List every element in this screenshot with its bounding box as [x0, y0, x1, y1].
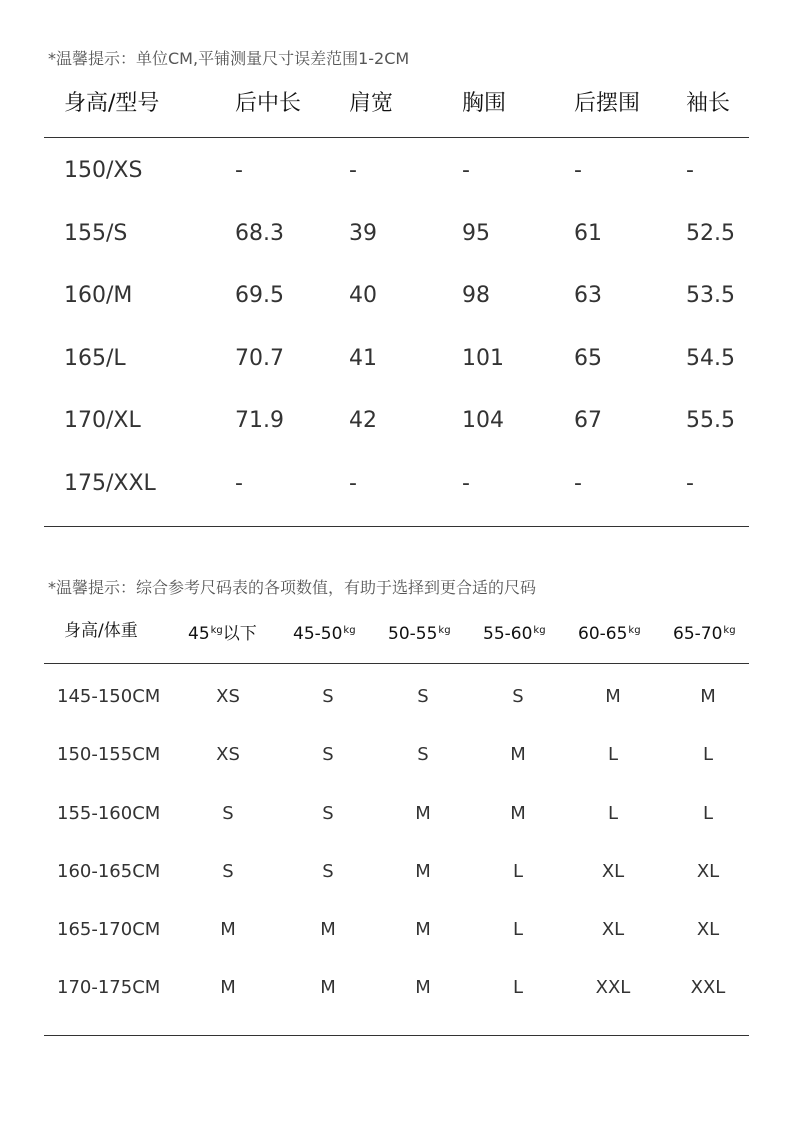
- size-cell: M: [415, 919, 431, 941]
- table-row: [44, 265, 749, 328]
- header-hem: 后摆围: [574, 91, 641, 116]
- size-cell: M: [415, 977, 431, 999]
- value-cell: 98: [462, 283, 490, 308]
- value-cell: 101: [462, 345, 504, 371]
- size-cell: XS: [216, 686, 240, 707]
- table1-header-divider: [44, 137, 749, 138]
- size-cell: XXL: [690, 977, 726, 999]
- value-cell: 54.5: [686, 345, 735, 371]
- header-weight-1: $45-50^{kg}$: [293, 624, 356, 644]
- table-header-row: [44, 74, 749, 134]
- size-cell: M: [320, 919, 336, 941]
- value-cell: 53.5: [686, 283, 735, 308]
- value-cell: -: [462, 158, 470, 183]
- value-cell: 40: [349, 283, 377, 308]
- size-cell: S: [222, 802, 234, 824]
- size-cell: 165/L: [64, 345, 126, 371]
- size-cell: S: [417, 686, 429, 707]
- value-cell: 65: [574, 345, 602, 371]
- value-cell: -: [235, 158, 243, 183]
- size-cell: S: [322, 686, 334, 707]
- table-row: [44, 843, 749, 901]
- reference-tip: *温馨提示：综合参考尺码表的各项数值，有助于选择到更合适的尺码: [48, 578, 537, 597]
- height-weight-body: [44, 668, 749, 1018]
- value-cell: 70.7: [235, 345, 284, 371]
- size-cell: 170/XL: [64, 408, 141, 433]
- header-height-size: 身高/型号: [64, 91, 160, 116]
- value-cell: 41: [349, 345, 377, 371]
- size-cell: S: [322, 802, 334, 824]
- value-cell: -: [235, 470, 243, 496]
- table-row: [44, 390, 749, 453]
- height-cell: 170-175CM: [57, 977, 161, 999]
- table-row: [44, 140, 749, 203]
- value-cell: 95: [462, 220, 490, 246]
- table-row: [44, 959, 749, 1017]
- value-cell: 67: [574, 408, 602, 433]
- size-measurement-body: [44, 140, 749, 515]
- value-cell: -: [349, 470, 357, 496]
- size-cell: M: [220, 977, 236, 999]
- size-cell: M: [415, 802, 431, 824]
- size-measurement-table: [44, 74, 749, 134]
- size-cell: XL: [601, 860, 625, 882]
- size-cell: XXL: [595, 977, 631, 999]
- header-weight-4: $60-65^{kg}$: [578, 624, 641, 644]
- size-cell: XL: [696, 860, 720, 882]
- table1-bottom-divider: [44, 526, 749, 527]
- table-row: [44, 328, 749, 391]
- size-cell: M: [700, 686, 716, 707]
- table-row: [44, 785, 749, 843]
- size-cell: S: [322, 744, 334, 766]
- size-cell: S: [512, 686, 524, 707]
- table2-header-divider: [44, 663, 749, 664]
- height-cell: 155-160CM: [57, 802, 161, 824]
- table-row: [44, 726, 749, 784]
- size-cell: S: [222, 860, 234, 882]
- table-row: [44, 453, 749, 516]
- value-cell: 39: [349, 220, 377, 246]
- size-cell: M: [320, 977, 336, 999]
- value-cell: -: [686, 470, 694, 496]
- size-cell: M: [605, 686, 621, 707]
- value-cell: 55.5: [686, 408, 735, 433]
- size-cell: L: [512, 977, 524, 999]
- value-cell: 42: [349, 408, 377, 433]
- value-cell: 69.5: [235, 283, 284, 308]
- value-cell: 68.3: [235, 220, 284, 246]
- header-weight-5: $65-70^{kg}$: [673, 624, 736, 644]
- value-cell: -: [574, 158, 582, 183]
- value-cell: -: [686, 158, 694, 183]
- size-cell: L: [607, 744, 619, 766]
- value-cell: 104: [462, 408, 504, 433]
- header-sleeve-length: 袖长: [686, 91, 731, 116]
- size-cell: XL: [601, 919, 625, 941]
- measurement-tip: *温馨提示：单位CM,平铺测量尺寸误差范围1-2CM: [48, 49, 410, 68]
- size-cell: XL: [696, 919, 720, 941]
- height-cell: 160-165CM: [57, 860, 161, 882]
- size-cell: 155/S: [64, 220, 128, 246]
- size-cell: S: [417, 744, 429, 766]
- table2-bottom-divider: [44, 1035, 749, 1036]
- size-cell: 160/M: [64, 283, 133, 308]
- size-cell: M: [415, 860, 431, 882]
- header-weight-3: $55-60^{kg}$: [483, 624, 546, 644]
- size-cell: L: [702, 802, 714, 824]
- header-height-weight: 身高/体重: [64, 621, 138, 641]
- size-cell: 175/XXL: [64, 470, 156, 496]
- height-cell: 165-170CM: [57, 919, 161, 941]
- size-cell: L: [512, 919, 524, 941]
- value-cell: -: [349, 158, 357, 183]
- size-cell: 150/XS: [64, 158, 143, 183]
- size-cell: M: [510, 744, 526, 766]
- height-cell: 150-155CM: [57, 744, 161, 766]
- height-cell: 145-150CM: [57, 686, 161, 707]
- size-cell: L: [702, 744, 714, 766]
- value-cell: 63: [574, 283, 602, 308]
- header-chest: 胸围: [462, 91, 507, 116]
- value-cell: 61: [574, 220, 602, 246]
- header-back-length: 后中长: [235, 91, 302, 116]
- size-cell: M: [510, 802, 526, 824]
- header-weight-2: $50-55^{kg}$: [388, 624, 451, 644]
- table-row: [44, 901, 749, 959]
- table-row: [44, 668, 749, 726]
- size-cell: L: [607, 802, 619, 824]
- value-cell: -: [574, 470, 582, 496]
- table-header-row: [44, 603, 749, 659]
- size-cell: M: [220, 919, 236, 941]
- header-weight-0: $45^{kg}$以下: [188, 624, 257, 644]
- value-cell: -: [462, 470, 470, 496]
- size-cell: L: [512, 860, 524, 882]
- value-cell: 52.5: [686, 220, 735, 246]
- height-weight-table: [44, 603, 749, 659]
- value-cell: 71.9: [235, 408, 284, 433]
- size-cell: XS: [216, 744, 240, 766]
- table-row: [44, 203, 749, 266]
- header-shoulder: 肩宽: [349, 91, 394, 116]
- size-cell: S: [322, 860, 334, 882]
